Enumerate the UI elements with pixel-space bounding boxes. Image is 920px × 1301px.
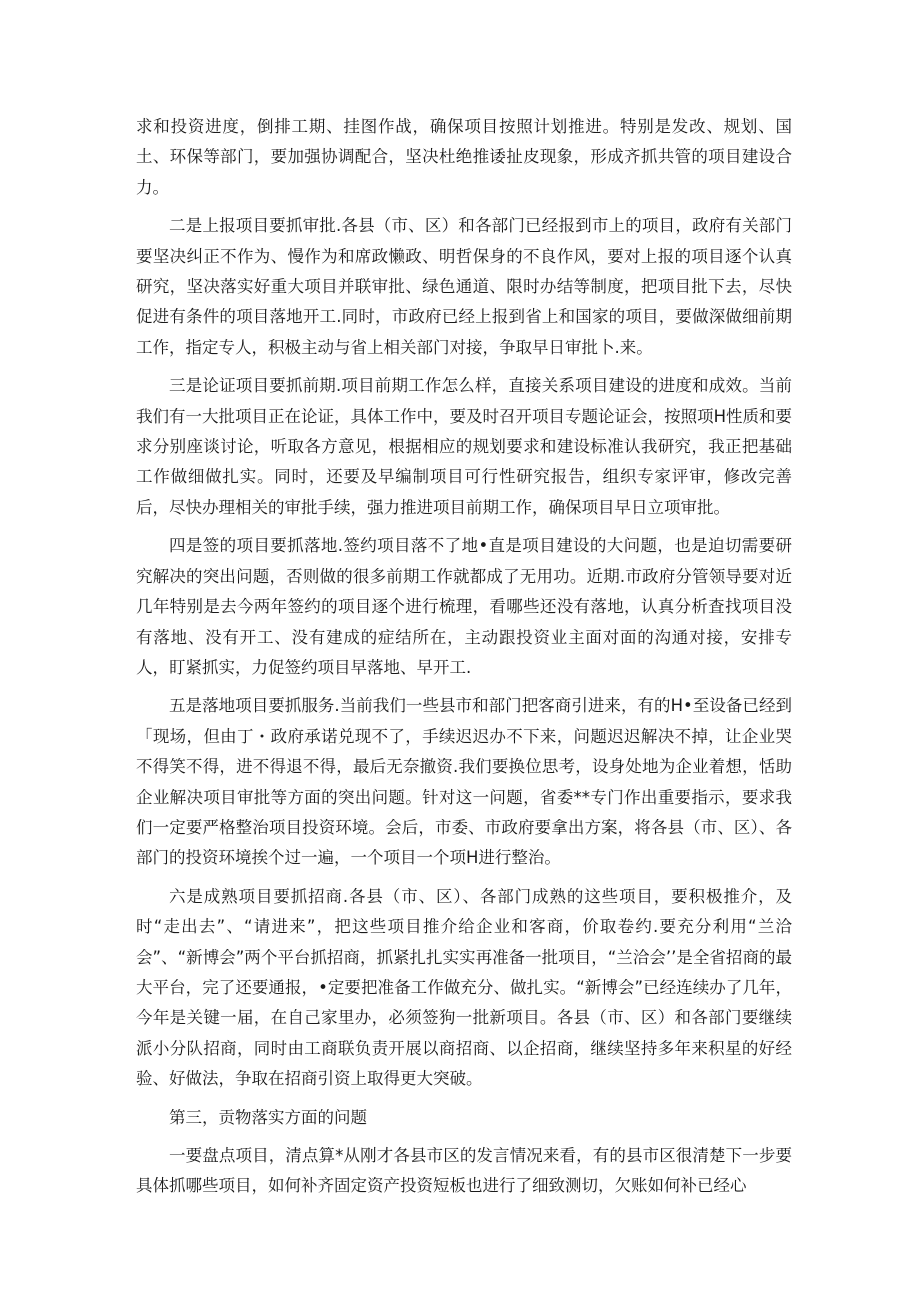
paragraph-investment-promotion: 六是成熟项目要抓招商.各县（市、区）、各部门成熟的这些项目，要积极推介，及时“走出去”、“请进来”，把这些项目推介给企业和客商，价取卷约.要充分利用“兰洽会”、“新博会”两个平台抓招商，抓紧扎扎实实再准备一批项目，“兰洽会’’是全省招商的最大平台，完了还要通报，•定要把准备工作做充分、做扎实。“新博会”已经连续办了几年，今年是关键一届，在自己家里办，必须签狗一批新项目。各县（市、区）和各部门要继续派小分队招商，同时由工商联负责开展以商招商、以企招商，继续坚持多年来积星的好经验、好做法，争取在招商引资上取得更大突破。 [136,886,792,1089]
paragraph-approval: 二是上报项目要抓审批.各县（市、区）和各部门已经报到市上的项目，政府有关部门要坚决纠正不作为、慢作为和席政懒政、明哲保身的不良作风，要对上报的项目逐个认真研究，坚决落实好重大项目并联审批、绿色通道、限时办结等制度，把项目批下去，尽快促进有条件的项目落地开工.同时，市政府已经上报到省上和国家的项目，要做深做细前期工作，指定专人，积极主动与省上相关部门对接，争取早日审批卜.来。 [136,216,792,357]
paragraph-continuation: 求和投资进度，倒排工期、挂图作战，确保项目按照计划推进。特别是发改、规划、国土、环保等部门，要加强协调配合，坚决杜绝推诿扯皮现象，形成齐抓共管的项目建设合力。 [136,117,792,197]
paragraph-inventory: 一要盘点项目，清点算*从刚才各县市区的发言情况来看，有的县市区很清楚下一步要具体抓哪些项目，如何补齐固定资产投资短板也进行了细致测切，欠账如何补已经心 [136,1146,792,1196]
paragraph-service: 五是落地项目要抓服务.当前我们一些县市和部门把客商引进来，有的H•至设备已经到「现场，但由丁・政府承诺兑现不了，手续迟迟办不下来，问题迟迟解决不掉，让企业哭不得笑不得，进不得退不得，最后无奈撤资.我们要换位思考，设身处地为企业着想，恬助企业解决项目审批等方面的突出问题。针对这一问题，省委**专门作出重要指示，要求我们一定要严格整治项目投资环境。会后，市委、市政府要拿出方案，将各县（市、区）、各部门的投资环境挨个过一遍，一个项目一个项H进行整治。 [136,696,792,868]
paragraph-feasibility: 三是论证项目要抓前期.项目前期工作怎么样，直接关系项目建设的进度和成效。当前我们有一大批项目正在论证，具体工作中，要及时召开项目专题论证会，按照项H性质和要求分别座谈讨论，听取各方意见，根据相应的规划要求和建设标准认我研究，我正把基础工作做细做扎实。同时，还要及早编制项目可行性研究报告，组织专家评审，修改完善后，尽快办理相关的审批手续，强力推进项目前期工作，确保项目早日立项审批。 [136,376,792,517]
paragraph-implementation: 四是签的项目要抓落地.签约项目落不了地•直是项目建设的大问题，也是迫切需要研究解决的突出问题，否则做的很多前期工作就都成了无用功。近期.市政府分管领导要对近几年特别是去今两年签约的项目逐个进行梳理，看哪些还没有落地，认真分析査找项目没有落地、没有开工、没有建成的症结所在，主动跟投资业主面对面的沟通对接，安排专人，盯紧抓实，力促签约项目早落地、早开工. [136,536,792,677]
document-body [136,112,792,1210]
section-heading: 第三，贡物落实方面的问题 [169,1107,367,1127]
